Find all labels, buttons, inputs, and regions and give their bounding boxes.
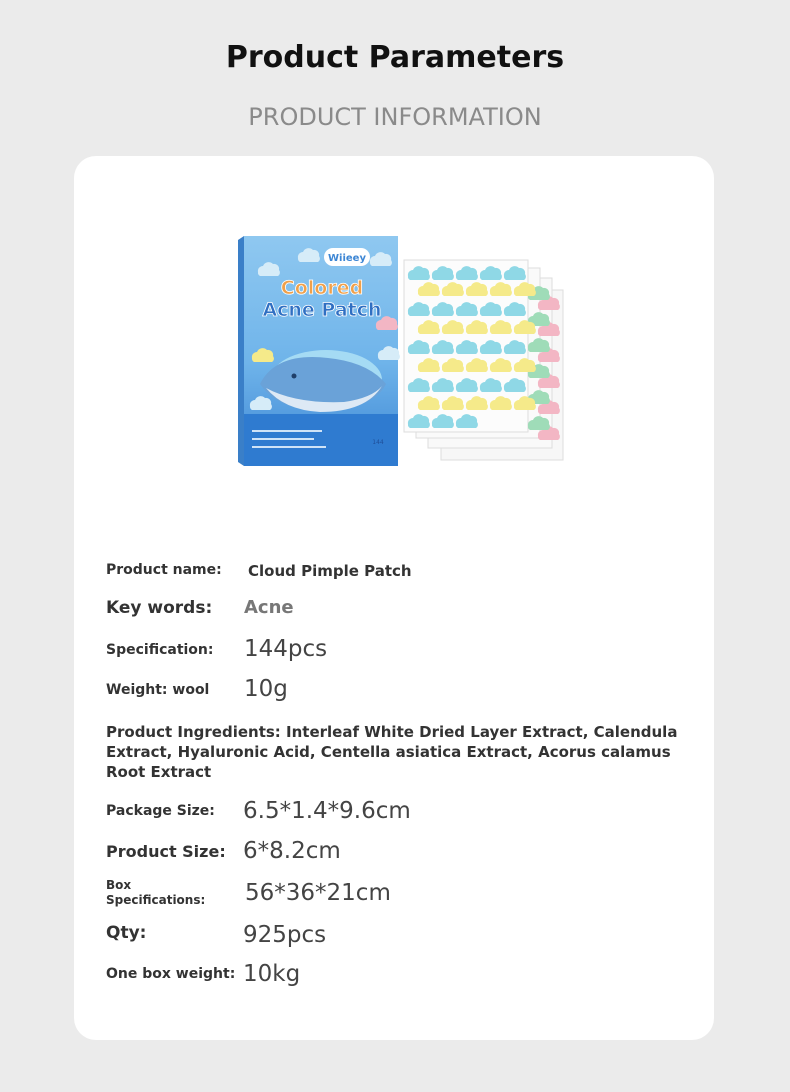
param-label: Package Size: [106,803,215,819]
svg-text:Colored: Colored [280,277,364,299]
param-row [106,560,686,580]
param-value: Acne [244,597,294,618]
param-label: Qty: [106,923,147,943]
param-row [106,636,686,666]
svg-text:144: 144 [372,439,384,446]
param-label: Key words: [106,598,213,618]
product-box [238,236,400,466]
product-image [236,234,566,470]
param-value: 925pcs [243,922,327,948]
product-info-card [74,156,714,1040]
param-row [106,961,686,991]
param-label: Box Specifications: [106,878,206,907]
svg-text:Wiieey: Wiieey [328,253,366,264]
param-label: Specification: [106,642,214,658]
param-value: 10g [244,676,288,702]
ingredients-text: Product Ingredients: Interleaf White Dried Layer Extract, Calendula Extract, Hyaluronic Acid, Centella asiatica Extract, Acorus calamus Root Extract [106,723,678,781]
param-row [106,878,686,912]
param-row [106,798,686,828]
param-label: Weight: wool [106,682,210,698]
param-label: One box weight: [106,966,236,982]
page-title: Product Parameters [225,40,565,75]
param-value: 6*8.2cm [243,838,341,864]
page-subtitle: PRODUCT INFORMATION [248,103,542,131]
param-row [106,838,686,868]
param-row [106,920,686,950]
param-row [106,676,686,706]
param-value: Cloud Pimple Patch [248,562,412,580]
param-label: Product Size: [106,842,226,861]
param-value: 56*36*21cm [245,880,391,906]
svg-text:Acne Patch: Acne Patch [262,299,382,321]
param-value: 6.5*1.4*9.6cm [243,798,411,824]
param-value: 144pcs [244,636,328,662]
param-label: Product name: [106,562,222,578]
param-value: 10kg [243,961,301,987]
param-row [106,596,686,620]
